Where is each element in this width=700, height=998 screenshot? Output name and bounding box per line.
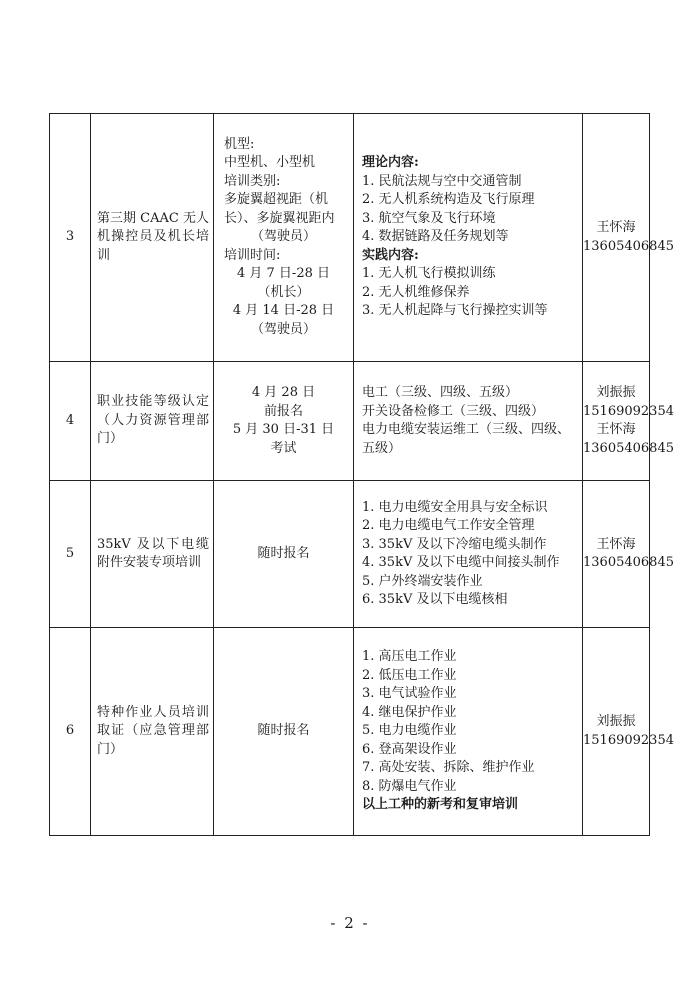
content-line: 电力电缆安装运维工（三级、四级、 xyxy=(362,422,571,437)
time-line: 前报名 xyxy=(263,403,303,419)
content-line: 5. 户外终端安装作业 xyxy=(362,573,483,589)
time-line: 培训时间: xyxy=(224,247,281,263)
time-line: 培训类别: xyxy=(224,173,281,189)
content-heading: 实践内容: xyxy=(362,247,419,263)
content-note: 以上工种的新考和复审培训 xyxy=(362,797,519,813)
content-line: 五级） xyxy=(362,440,402,456)
content-line: 3. 航空气象及飞行环境 xyxy=(362,210,496,226)
contact-info xyxy=(583,628,674,836)
time-line: （机长） xyxy=(257,284,310,300)
table-row xyxy=(50,481,650,628)
content-line: 4. 继电保护作业 xyxy=(362,704,457,720)
row-number: 4 xyxy=(50,362,91,481)
content-line: 2. 无人机系统构造及飞行原理 xyxy=(362,192,535,208)
training-time xyxy=(214,481,354,628)
time-line: 4 月 28 日 xyxy=(251,385,316,400)
training-time xyxy=(214,362,354,481)
content-heading: 理论内容: xyxy=(362,155,419,171)
contact-info xyxy=(583,481,674,628)
row-number: 3 xyxy=(50,114,91,362)
contact-phone: 15169092354 xyxy=(583,732,674,748)
contact-name: 王怀海 xyxy=(596,422,636,437)
content-line: 3. 电气试验作业 xyxy=(362,686,457,702)
training-schedule-table xyxy=(49,113,674,836)
training-time xyxy=(214,628,354,836)
content-line: 2. 无人机维修保养 xyxy=(362,284,470,300)
time-line: 4 月 14 日-28 日 xyxy=(232,303,335,319)
content-line: 5. 电力电缆作业 xyxy=(362,723,457,739)
content-line: 2. 低压电工作业 xyxy=(362,667,457,683)
content-line: 1. 民航法规与空中交通管制 xyxy=(362,173,522,189)
content-line: 8. 防爆电气作业 xyxy=(362,778,457,794)
content-line: 7. 高处安装、拆除、维护作业 xyxy=(362,760,535,776)
content-line: 1. 电力电缆安全用具与安全标识 xyxy=(362,499,548,515)
content-line: 2. 电力电缆电气工作安全管理 xyxy=(362,518,535,533)
time-line: （驾驶员） xyxy=(250,229,316,245)
contact-name: 王怀海 xyxy=(596,220,636,235)
time-line: 随时报名 xyxy=(257,723,310,739)
contact-info xyxy=(583,114,674,362)
time-line: 多旋翼超视距（机 xyxy=(224,192,329,208)
content-line: 1. 无人机飞行模拟训练 xyxy=(362,266,496,282)
time-line: 随时报名 xyxy=(257,545,310,561)
row-number: 6 xyxy=(50,628,91,836)
time-line: 考试 xyxy=(270,440,297,456)
training-name: 职业技能等级认定（人力资源管理部门） xyxy=(91,362,214,481)
row-number: 5 xyxy=(50,481,91,628)
contact-info xyxy=(583,362,674,481)
content-line: 6. 登高架设作业 xyxy=(362,741,457,757)
contact-phone: 13605406845 xyxy=(583,555,674,570)
contact-name: 刘振振 xyxy=(596,385,636,400)
time-line: 中型机、小型机 xyxy=(224,155,316,171)
contact-phone: 15169092354 xyxy=(583,403,674,419)
table-row xyxy=(50,114,650,362)
training-content xyxy=(354,481,583,628)
content-line: 6. 35kV 及以下电缆核相 xyxy=(362,592,508,607)
training-time xyxy=(214,114,354,362)
contact-phone: 13605406845 xyxy=(583,238,674,254)
time-line: 5 月 30 日-31 日 xyxy=(232,422,335,437)
time-line: 长）、多旋翼视距内 xyxy=(224,210,335,226)
content-line: 3. 35kV 及以下冷缩电缆头制作 xyxy=(362,536,547,552)
training-content xyxy=(354,628,583,836)
time-line: （驾驶员） xyxy=(250,321,316,337)
content-line: 电工（三级、四级、五级） xyxy=(362,385,519,400)
contact-name: 王怀海 xyxy=(596,536,636,552)
contact-name: 刘振振 xyxy=(596,714,636,729)
content-line: 4. 数据链路及任务规划等 xyxy=(362,229,509,245)
training-name: 特种作业人员培训取证（应急管理部门） xyxy=(91,628,214,836)
training-content xyxy=(354,362,583,481)
time-line: 机型: xyxy=(224,136,255,152)
training-name: 第三期 CAAC 无人机操控员及机长培训 xyxy=(91,114,214,362)
training-content xyxy=(354,114,583,362)
page-number: - 2 - xyxy=(330,914,370,932)
time-line: 4 月 7 日-28 日 xyxy=(236,266,330,282)
content-line: 1. 高压电工作业 xyxy=(362,649,457,665)
content-line: 3. 无人机起降与飞行操控实训等 xyxy=(362,303,548,319)
contact-phone: 13605406845 xyxy=(583,440,674,456)
table-row xyxy=(50,628,650,836)
training-name: 35kV 及以下电缆附件安装专项培训 xyxy=(91,481,214,628)
table-row xyxy=(50,362,650,481)
content-line: 4. 35kV 及以下电缆中间接头制作 xyxy=(362,555,560,570)
content-line: 开关设备检修工（三级、四级） xyxy=(362,403,545,419)
